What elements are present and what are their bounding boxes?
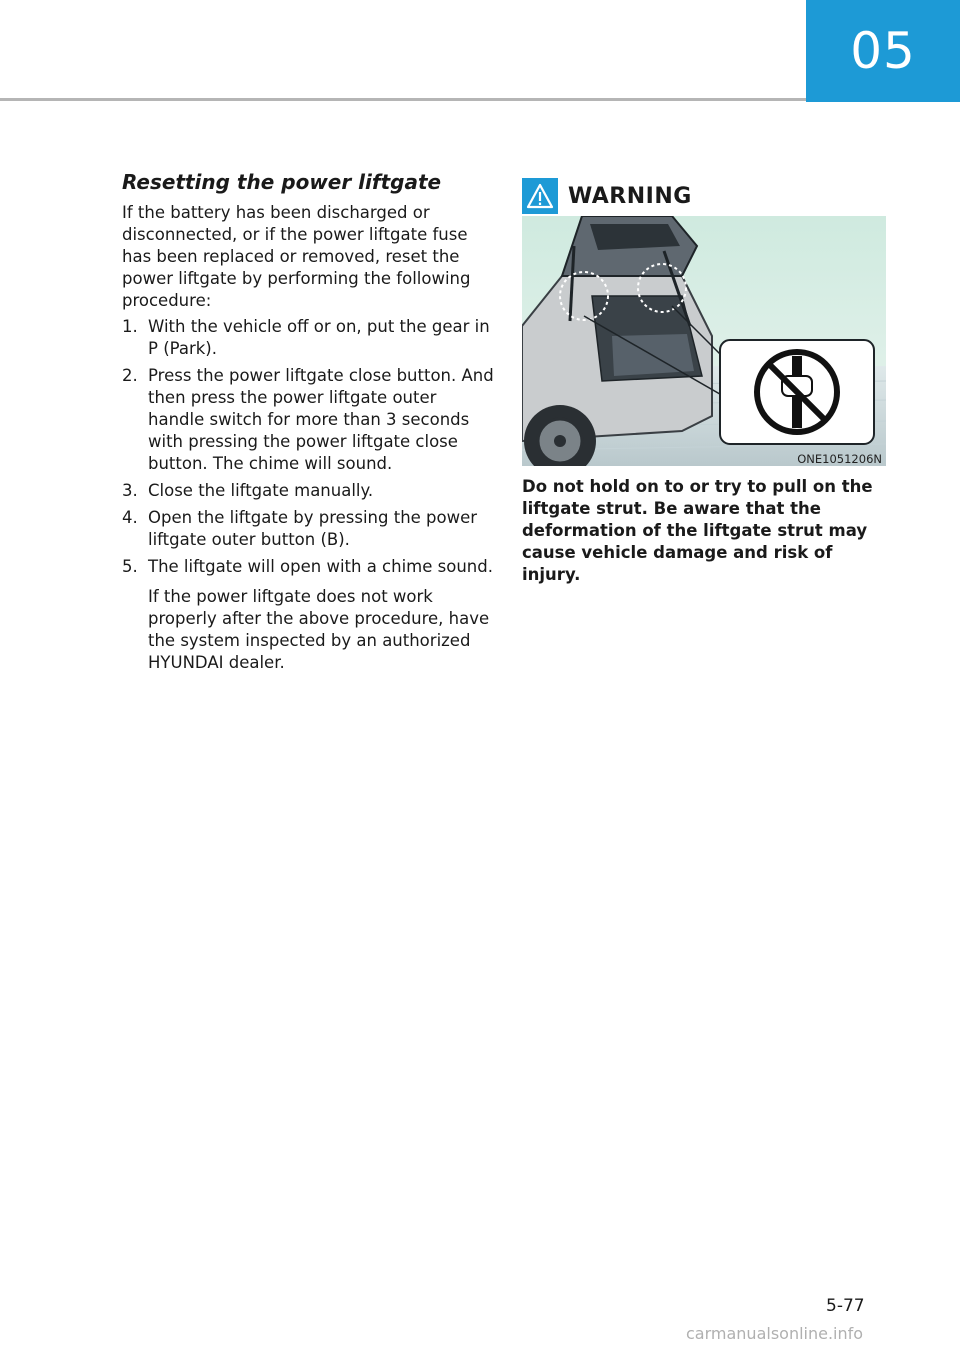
step-text: Open the liftgate by pressing the power liftgate outer button (B).: [148, 508, 478, 549]
procedure-step: [122, 556, 494, 674]
warning-text: Do not hold on to or try to pull on the liftgate strut. Be aware that the deformation of the liftgate strut may cause vehicle damage and risk of injury.: [522, 477, 873, 584]
procedure-step: [122, 365, 494, 475]
chapter-tab: [806, 0, 960, 102]
step-note: If the power liftgate does not work properly after the above procedure, have the system inspected by an authorized HYUNDAI dealer.: [148, 587, 490, 672]
step-number: 4.: [122, 508, 138, 527]
procedure-step: [122, 316, 494, 360]
step-number: 5.: [122, 557, 138, 576]
section-title: Resetting the power liftgate: [122, 170, 442, 194]
step-text: The liftgate will open with a chime sound.: [148, 557, 493, 576]
procedure-steps: [122, 316, 494, 674]
figure-code: ONE1051206N: [797, 452, 882, 466]
warning-header: [522, 170, 886, 216]
step-text: With the vehicle off or on, put the gear in P (Park).: [148, 317, 490, 358]
chapter-number: 05: [850, 22, 916, 80]
procedure-step: [122, 480, 494, 502]
warning-label: WARNING: [568, 183, 692, 209]
step-text: Press the power liftgate close button. And then press the power liftgate outer handle switch for more than 3 seconds with pressing the power liftgate close button. The chime will sound.: [148, 366, 494, 473]
step-number: 2.: [122, 366, 138, 385]
step-text: Close the liftgate manually.: [148, 481, 374, 500]
section-intro: If the battery has been discharged or disconnected, or if the power liftgate fuse has been replaced or removed, reset the power liftgate by performing the following procedure:: [122, 203, 471, 310]
warning-box: [522, 170, 886, 586]
step-number: 3.: [122, 481, 138, 500]
liftgate-illustration: [522, 216, 886, 466]
page-number: 5-77: [826, 1296, 865, 1316]
step-number: 1.: [122, 317, 138, 336]
header-rule: [0, 98, 806, 101]
procedure-step: [122, 507, 494, 551]
step-body: [148, 556, 494, 674]
warning-triangle-icon: [522, 178, 558, 214]
watermark: carmanualsonline.info: [686, 1324, 864, 1343]
section-content: [122, 170, 494, 679]
